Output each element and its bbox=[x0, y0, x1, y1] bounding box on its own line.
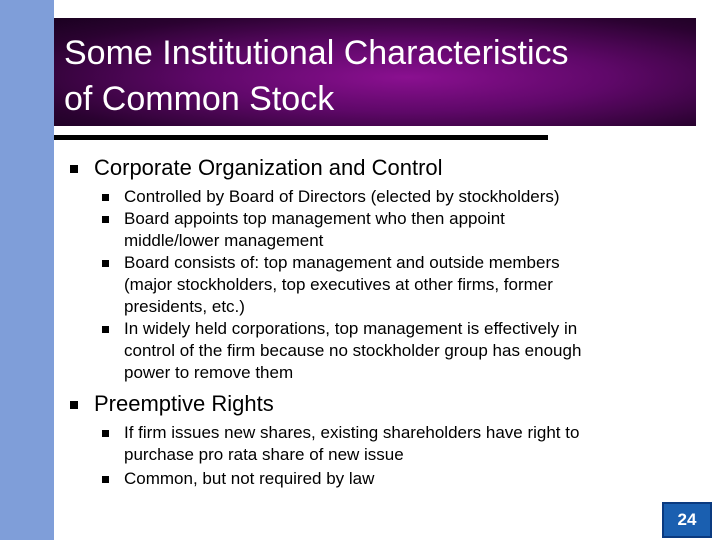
title-line-1: Some Institutional Characteristics bbox=[64, 34, 569, 72]
sub-bullet-widely-held bbox=[54, 318, 664, 384]
title-line-2: of Common Stock bbox=[64, 80, 335, 118]
sub-bullet-line: control of the firm because no stockholder group has enough bbox=[124, 341, 582, 360]
bullet-preemptive-rights bbox=[54, 390, 664, 418]
sub-bullet-line: Board appoints top management who then appoint bbox=[124, 209, 505, 228]
left-accent-bar bbox=[0, 0, 54, 540]
sub-bullet-line: In widely held corporations, top management is effectively in bbox=[124, 319, 578, 338]
sub-bullet-line: Board consists of: top management and outside members bbox=[124, 253, 560, 272]
sub-bullet-line: (major stockholders, top executives at other firms, former bbox=[124, 275, 553, 294]
square-bullet-icon bbox=[70, 165, 78, 173]
square-bullet-icon bbox=[70, 401, 78, 409]
sub-bullet-board-consists bbox=[54, 252, 664, 318]
bullet-list bbox=[54, 150, 664, 490]
square-bullet-icon bbox=[102, 476, 109, 483]
bullet-text: Corporate Organization and Control bbox=[94, 155, 443, 180]
slide-title bbox=[64, 30, 696, 122]
sub-bullet-common-not-required bbox=[54, 468, 664, 490]
title-underline bbox=[54, 135, 548, 140]
sub-bullet-line: purchase pro rata share of new issue bbox=[124, 445, 404, 464]
sub-bullet-line: If firm issues new shares, existing shareholders have right to bbox=[124, 423, 580, 442]
sub-bullet-line: middle/lower management bbox=[124, 231, 324, 250]
sub-bullet-board-control bbox=[54, 186, 664, 208]
square-bullet-icon bbox=[102, 216, 109, 223]
sub-bullet-line: Controlled by Board of Directors (elected by stockholders) bbox=[124, 187, 560, 206]
sub-bullet-new-shares bbox=[54, 422, 664, 466]
square-bullet-icon bbox=[102, 326, 109, 333]
square-bullet-icon bbox=[102, 260, 109, 267]
bullet-text: Preemptive Rights bbox=[94, 391, 274, 416]
square-bullet-icon bbox=[102, 194, 109, 201]
bullet-corporate-organization bbox=[54, 154, 664, 182]
sub-bullet-line: presidents, etc.) bbox=[124, 297, 245, 316]
sub-bullet-line: Common, but not required by law bbox=[124, 469, 375, 488]
page-number: 24 bbox=[677, 510, 697, 529]
sub-bullet-line: power to remove them bbox=[124, 363, 294, 382]
page-number-badge bbox=[662, 502, 712, 538]
slide-title-banner bbox=[54, 18, 696, 126]
sub-bullet-board-appoints bbox=[54, 208, 664, 252]
square-bullet-icon bbox=[102, 430, 109, 437]
